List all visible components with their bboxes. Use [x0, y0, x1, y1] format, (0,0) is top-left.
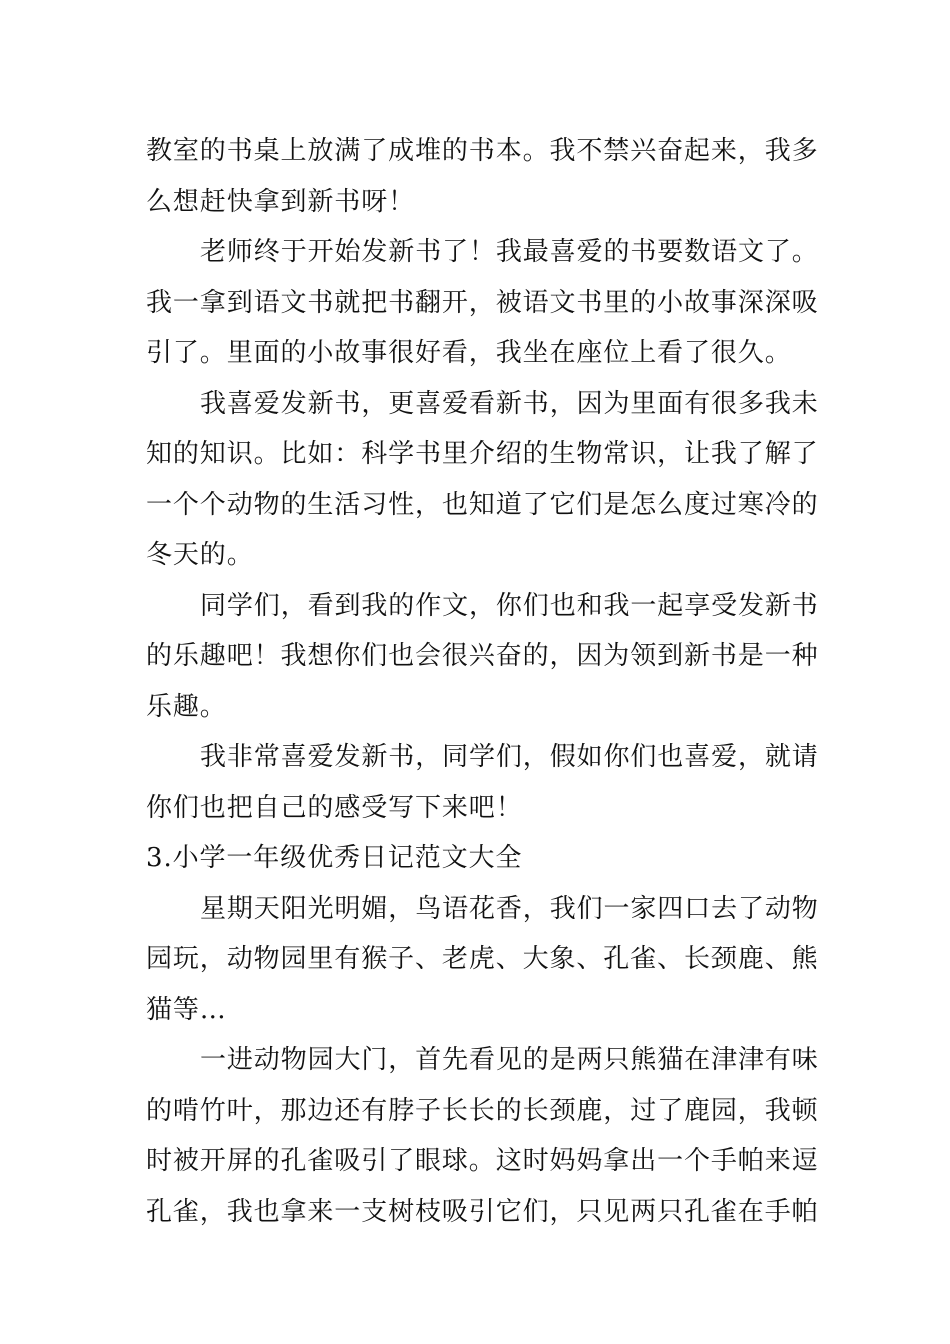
text-line: 教室的书桌上放满了成堆的书本。我不禁兴奋起来，我多 — [146, 136, 819, 166]
text-line: 的啃竹叶，那边还有脖子长长的长颈鹿，过了鹿园，我顿 — [146, 1095, 819, 1126]
text-line: 知的知识。比如：科学书里介绍的生物常识，让我了解了 — [146, 439, 819, 469]
text-line: 冬天的。 — [146, 540, 254, 570]
text-line: 一进动物园大门，首先看见的是两只熊猫在津津有味 — [200, 1045, 819, 1075]
text-line: 乐趣。 — [146, 691, 227, 722]
text-line: 的乐趣吧！我想你们也会很兴奋的，因为领到新书是一种 — [146, 641, 819, 671]
text-line: 么想赶快拿到新书呀！ — [146, 186, 416, 217]
text-line: 时被开屏的孔雀吸引了眼球。这时妈妈拿出一个手帕来逗 — [146, 1146, 819, 1176]
text-line: 一个个动物的生活习性，也知道了它们是怎么度过寒冷的 — [146, 489, 819, 520]
document-body — [146, 126, 819, 1237]
text-line: 你们也把自己的感受写下来吧！ — [146, 792, 523, 823]
text-line: 我非常喜爱发新书，同学们，假如你们也喜爱，就请 — [200, 742, 819, 772]
text-line: 我一拿到语文书就把书翻开，被语文书里的小故事深深吸 — [146, 287, 819, 318]
text-line: 星期天阳光明媚，鸟语花香，我们一家四口去了动物 — [200, 893, 819, 924]
text-line: 孔雀，我也拿来一支树枝吸引它们，只见两只孔雀在手帕 — [146, 1196, 819, 1227]
text-line: 老师终于开始发新书了！我最喜爱的书要数语文了。 — [200, 237, 819, 267]
text-line: 同学们，看到我的作文，你们也和我一起享受发新书 — [200, 590, 819, 621]
text-line: 猫等… — [146, 994, 227, 1025]
text-line: 我喜爱发新书，更喜爱看新书，因为里面有很多我未 — [200, 388, 819, 419]
text-line: 园玩，动物园里有猴子、老虎、大象、孔雀、长颈鹿、熊 — [146, 944, 819, 974]
text-line: 引了。里面的小故事很好看，我坐在座位上看了很久。 — [146, 338, 792, 368]
section-heading: 3.小学一年级优秀日记范文大全 — [146, 843, 523, 873]
